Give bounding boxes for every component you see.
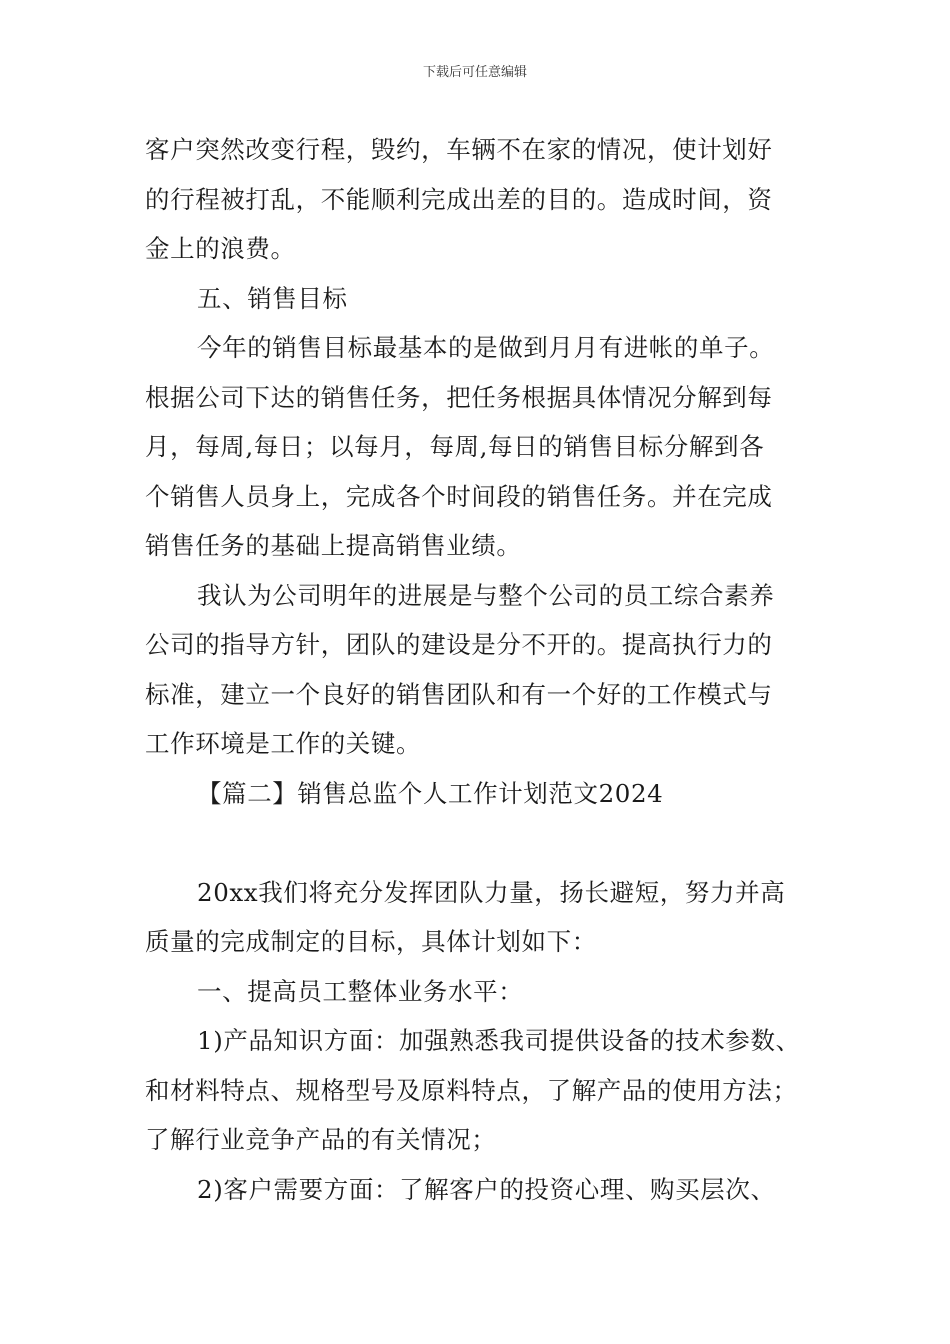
text-line: 2)客户需要方面：了解客户的投资心理、购买层次、 — [197, 1174, 776, 1204]
section-heading: 五、销售目标 — [197, 283, 348, 313]
text-line: 1)产品知识方面：加强熟悉我司提供设备的技术参数、 — [197, 1026, 801, 1055]
text-line: 根据公司下达的销售任务，把任务根据具体情况分解到每 — [145, 382, 773, 412]
text-line: 和材料特点、规格型号及原料特点，了解产品的使用方法； — [145, 1075, 798, 1105]
text-line: 工作环境是工作的关键。 — [145, 729, 422, 758]
text-line: 月，每周,每日；以每月，每周,每日的销售目标分解到各 — [145, 432, 765, 461]
text-line: 今年的销售目标最基本的是做到月月有进帐的单子。 — [197, 333, 775, 362]
text-line: 个销售人员身上，完成各个时间段的销售任务。并在完成 — [145, 481, 773, 511]
text-line: 了解行业竞争产品的有关情况； — [145, 1125, 497, 1154]
text-line: 的行程被打乱，不能顺利完成出差的目的。造成时间，资 — [145, 184, 773, 214]
text-line: 标准，建立一个良好的销售团队和有一个好的工作模式与 — [145, 679, 773, 709]
text-line: 20xx我们将充分发挥团队力量，扬长避短，努力并高 — [197, 877, 786, 907]
section-heading: 一、提高员工整体业务水平： — [197, 976, 524, 1006]
text-line: 销售任务的基础上提高销售业绩。 — [145, 531, 522, 560]
text-line: 公司的指导方针，团队的建设是分不开的。提高执行力的 — [145, 630, 773, 659]
text-line: 金上的浪费。 — [145, 234, 296, 263]
article-title: 【篇二】销售总监个人工作计划范文2024 — [197, 778, 664, 808]
text-line: 质量的完成制定的目标，具体计划如下： — [145, 927, 597, 956]
document-body — [145, 125, 810, 1214]
text-line: 客户突然改变行程，毁约，车辆不在家的情况，使计划好 — [145, 135, 773, 164]
blank-line — [145, 818, 810, 868]
text-line: 我认为公司明年的进展是与整个公司的员工综合素养 — [197, 580, 775, 610]
page-header: 下载后可任意编辑 — [422, 65, 527, 80]
